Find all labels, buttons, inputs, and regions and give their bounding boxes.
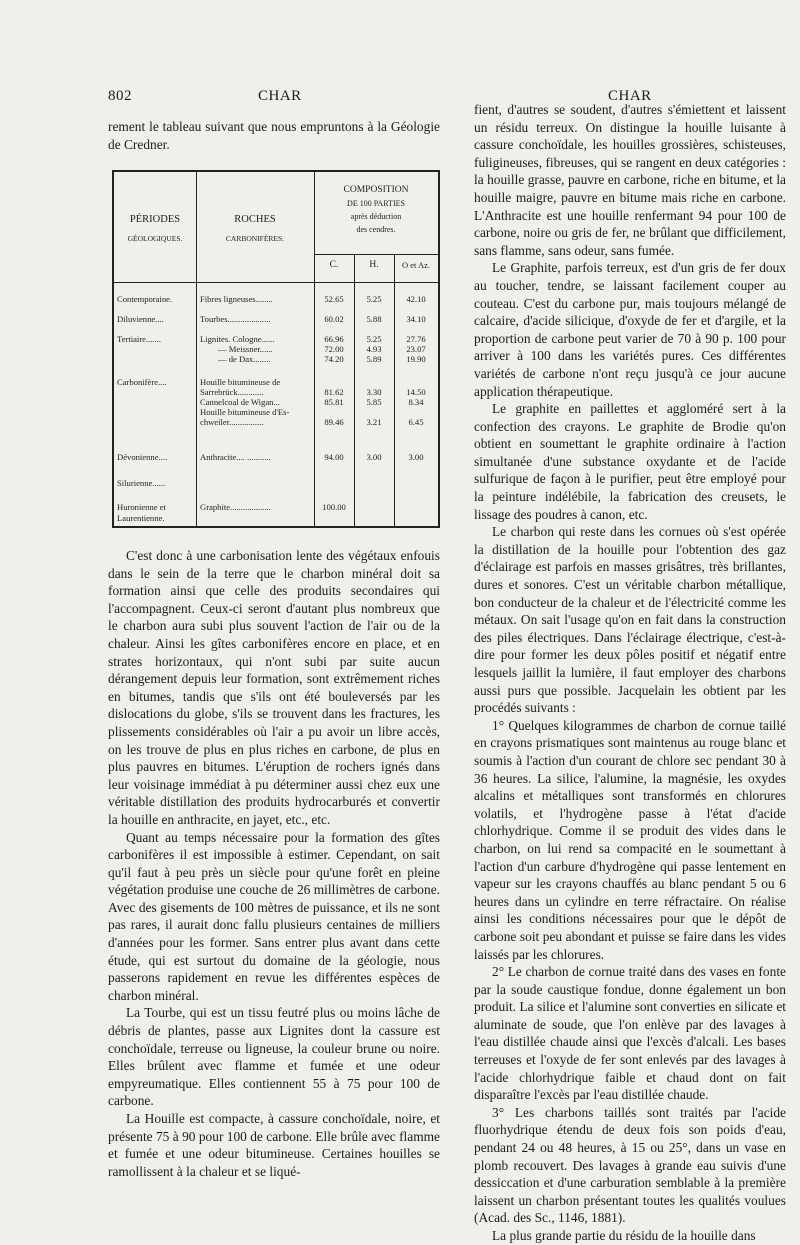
- row-value-o: 3.00: [408, 452, 424, 462]
- row-roche: Anthracite.... ...........: [200, 452, 271, 462]
- row-value-o: 23.07: [406, 344, 426, 354]
- row-periode: Huronienne et Laurentienne.: [117, 502, 166, 523]
- header-roches: ROCHES CARBONIFÈRES.: [225, 214, 285, 243]
- row-value-o: 42.10: [406, 294, 426, 304]
- row-value-h: 4.93: [366, 344, 382, 354]
- row-value-c: 85.81: [324, 397, 344, 407]
- row-roche: Houille bitumineuse de: [200, 377, 281, 387]
- row-value-c: 72.00: [324, 344, 344, 354]
- row-value-h: 5.25: [366, 334, 382, 344]
- row-value-o: 34.10: [406, 314, 426, 324]
- row-roche: Lignites. Cologne......: [200, 334, 275, 344]
- row-value-h: 5.89: [366, 354, 382, 364]
- row-value-c: 74.20: [324, 354, 344, 364]
- row-roche: Cannelcoal de Wigan...: [200, 397, 280, 407]
- row-periode: Contemporaine.: [117, 294, 173, 304]
- row-value-c: 100.00: [322, 502, 346, 512]
- row-value-o: 14.50: [406, 387, 426, 397]
- intro-paragraph: rement le tableau suivant que nous empruntons à la Géologie de Credner.: [108, 119, 440, 152]
- row-periode: Tertiaire.......: [117, 334, 162, 344]
- row-value-o: 6.45: [408, 417, 424, 427]
- row-roche: — Meissner......: [218, 344, 273, 354]
- composition-header-line: COMPOSITION: [343, 185, 409, 195]
- row-value-h: 5.25: [366, 294, 382, 304]
- header-composition: [314, 184, 438, 236]
- composition-header-line: DE 100 PARTIES: [347, 199, 405, 208]
- paragraph: La Houille est compacte, à cassure conchoïdale, noire, et présente 75 à 90 pour 100 de carbone. Elle brûle avec flamme et fumée et une odeur bitumineuse. Certaines houilles se ramollissent à la chaleur et se liqué-: [108, 1111, 440, 1179]
- paragraph: 2° Le charbon de cornue traité dans des vases en fonte par la soude caustique fondue, donne également un bon produit. La silice et l'alumine sont converties en silicate et aluminate de soude, que l'on enlève par des lavages à l'eau distillée chaude ainsi que l'excès d'alcali. Les bases terreuses et l'oxyde de fer sont enlevés par des lavages à l'acide chlorhydrique faible et chaud dont on fait disparaître l'excès par l'eau distillée chaude.: [474, 964, 786, 1103]
- intro-text: [108, 118, 440, 153]
- row-value-o: 8.34: [408, 397, 424, 407]
- header-periodes: PÉRIODES GÉOLOGIQUES.: [127, 214, 183, 243]
- paragraph: Le charbon qui reste dans les cornues où s'est opérée la distillation de la houille pour l'obtention des gaz d'éclairage est parfois en masses grisâtres, très brillantes, dures et sonores. C'est un véritable charbon métallique, bon conducteur de la chaleur et de l'électricité comme les métaux. On sait l'usage qu'on en fait dans la construction des piles électriques. Dans l'éclairage électrique, c'est-à-dire pour former les deux pôles positif et négatif entre lesquels jaillit la lumière, il faut employer des charbons aussi purs que possible. Jacquelain les obtient par les procédés suivants :: [474, 524, 786, 716]
- row-roche: Tourbes....................: [200, 314, 271, 324]
- row-value-h: 3.30: [366, 387, 382, 397]
- paragraph: fient, d'autres se soudent, d'autres s'émiettent et laissent un résidu terreux. On distingue la houille luisante à cassure conchoïdale, les houilles grossières, schisteuses, fuligineuses, fibreuses, qui se rangent en deux catégories : la houille grasse, pauvre en carbone, riche en bitume, et la houille maigre, pauvre en bitume mais riche en carbone. L'Anthracite est une houille renfermant 94 pour 100 de carbone, noire ou gris de fer, ne brûlant que difficilement, sans flamme, sans odeur, sans fumée.: [474, 102, 786, 258]
- paragraph: Le graphite en paillettes et aggloméré sert à la confection des crayons. Le graphite de Brodie qu'on obtient en soumettant le graphite ordinaire à l'action simultanée d'une substance oxydante et de l'acide sulfurique de façon à le purifier, peut être employé pour la peinture indélébile, la fabrication des creusets, le lissage des poudres à canon, etc.: [474, 401, 786, 522]
- row-value-h: 3.00: [366, 452, 382, 462]
- row-roche: Sarrebrück............: [200, 387, 264, 397]
- paragraph: C'est donc à une carbonisation lente des végétaux enfouis dans le sein de la terre que le charbon minéral doit sa formation ainsi que celle des produits secondaires qui l'accompagnent. Ceux-ci seront d'autant plus nombreux que le charbon aura subi plus souvent l'action de l'air ou de la chaleur. Ainsi les gîtes carbonifères encore en place, et en strates horizontaux, qui n'ont subi par suite aucun dérangement depuis leur formation, sont extrêmement riches en bitumes, tandis que s'ils ont été bouleversés par les dislocations du globe, s'ils se trouvent dans les fractures, les plissements considérables où l'air a pu avoir un libre accès, on les trouve de plus en plus riches en carbone, de plus en plus pauvres en bitumes. L'éruption de rochers ignés dans leur voisinage immédiat à pu déterminer aussi chez eux une véritable distillation des produits hydrocarburés et convertir la houille en anthracite, en jayet, etc., etc.: [108, 548, 440, 827]
- composition-header-line: des cendres.: [356, 225, 396, 234]
- row-value-h: 5.85: [366, 397, 382, 407]
- page-number: 802: [108, 88, 132, 104]
- running-title-left: CHAR: [258, 88, 302, 104]
- row-value-c: 81.62: [324, 387, 344, 397]
- row-value-h: 5.88: [366, 314, 382, 324]
- row-roche: Houille bitumineuse d'Es-: [200, 407, 290, 417]
- row-value-c: 89.46: [324, 417, 344, 427]
- row-value-o: 19.90: [406, 354, 426, 364]
- row-roche: Fibres ligneuses........: [200, 294, 273, 304]
- row-roche: — de Dax........: [218, 354, 271, 364]
- row-value-c: 66.96: [324, 334, 344, 344]
- row-value-o: 27.76: [406, 334, 426, 344]
- paragraph: 1° Quelques kilogrammes de charbon de cornue taillé en crayons prismatiques sont maintenus au rouge blanc et soumis à l'action d'un courant de chlore sec pendant 30 à 36 heures. La silice, l'alumine, la magnésie, les oxydes alcalins et métalliques sont transformés en chlorures volatils, et l'hydrogène passe à l'état d'acide chlorhydrique. Comme il se produit des vides dans le charbon, on lui rend sa compacité en le soumettant à l'action d'un carbure d'hydrogène qui passe lentement en vapeur sur les crayons chauffés au blanc pendant 5 ou 6 heures dans un cylindre en terre réfractaire. On réalise ainsi les conditions nécessaires pour que le dépôt de carbone soit peu abondant et puisse se faire dans les vides laissés par les chlorures.: [474, 717, 786, 962]
- row-periode: Diluvienne....: [117, 314, 164, 324]
- row-value-h: 3.21: [366, 417, 382, 427]
- header-o-az: O et Az.: [401, 260, 431, 270]
- left-column: [108, 547, 440, 1180]
- header-h: H.: [369, 260, 379, 270]
- composition-table: [112, 170, 440, 528]
- paragraph: 3° Les charbons taillés sont traités par l'acide fluorhydrique étendu de deux fois son poids d'eau, pendant 24 ou 48 heures, à 15 ou 25°, dans un vase en plomb recouvert. Des lavages à grande eau suivis d'une dessiccation et d'une carburation semblable à la première laissent un charbon présentant toutes les qualités voulues (Acad. des Sc., 1146, 1881).: [474, 1104, 786, 1226]
- row-periode: Silurienne......: [117, 478, 166, 488]
- running-title-right: CHAR: [608, 88, 652, 104]
- row-periode: Carbonifère....: [117, 377, 167, 387]
- row-periode: Dévonienne....: [117, 452, 168, 462]
- row-roche: chweiler................: [200, 417, 264, 427]
- row-value-c: 52.65: [324, 294, 344, 304]
- composition-header-line: après déduction: [350, 212, 402, 221]
- right-column: [474, 101, 786, 1245]
- row-value-c: 94.00: [324, 452, 344, 462]
- paragraph: La Tourbe, qui est un tissu feutré plus ou moins lâche de débris de plantes, passe aux Lignites dont la cassure est conchoïdale, terreuse ou ligneuse, la couleur brune ou noire. Elles brûlent avec flamme et fumée et une odeur empyreumatique. Elles contiennent 55 à 75 pour 100 de carbone.: [108, 1005, 440, 1109]
- paragraph: Le Graphite, parfois terreux, est d'un gris de fer doux au toucher, tendre, se laissant facilement couper au couteau. C'est du carbone pur, mais toujours mélangé de calcaire, d'acide silicique, d'oxyde de fer et d'argile, et la proportion de carbone peut varier de 70 à 90 p. 100 pour arriver à 100 dans les variétés pures. Ces différentes variétés de carbone n'ont reçu jusqu'à ce jour aucune application thérapeutique.: [474, 260, 786, 399]
- row-roche: Graphite...................: [200, 502, 271, 512]
- paragraph: Quant au temps nécessaire pour la formation des gîtes carbonifères il est impossible à estimer. Cependant, on sait qu'il faut à peu près un siècle pour qu'une forêt en pleine végétation produise une couche de 26 millimètres de carbone. Avec des gisements de 100 mètres de puissance, et ils ne sont pas rares, il aurait donc fallu plusieurs centaines de milliers d'années pour les former. Sans entrer plus avant dans cette étude, qui est surtout du domaine de la géologie, nous passerons rapidement en revue les différentes espèces de charbon minéral.: [108, 829, 440, 1003]
- paragraph: La plus grande partie du résidu de la houille dans: [492, 1228, 756, 1243]
- row-value-c: 60.02: [324, 314, 344, 324]
- header-c: C.: [329, 260, 339, 270]
